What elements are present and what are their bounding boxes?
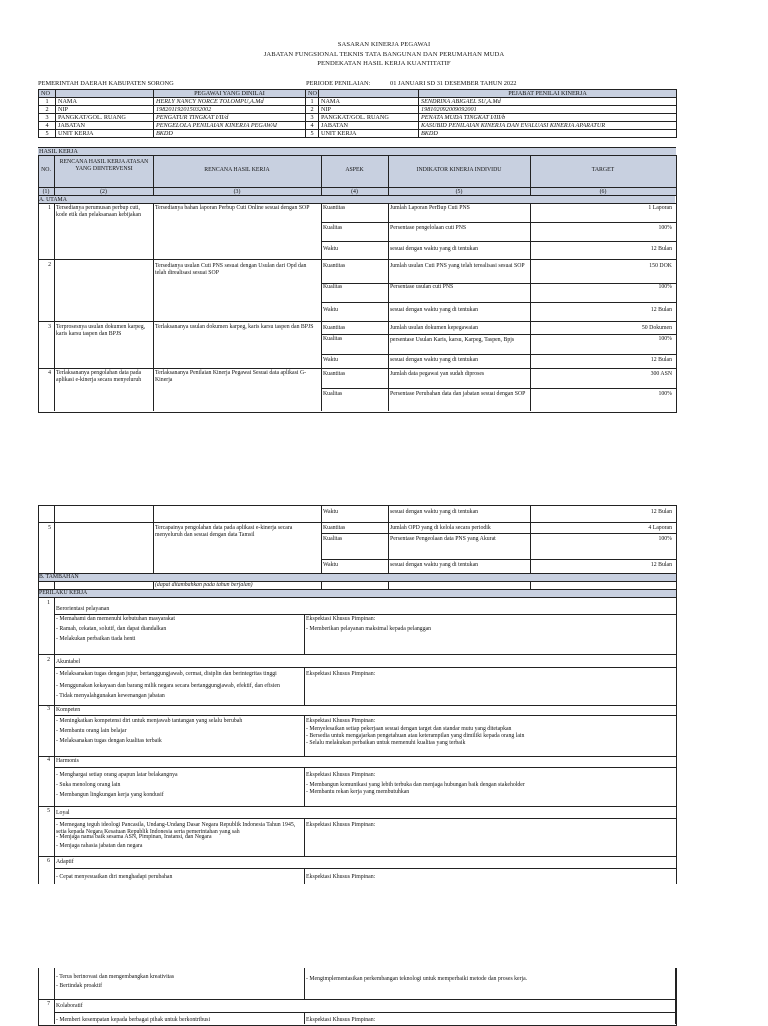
appraiser-rank: PENATA MUDA TINGKAT I/III/b — [419, 114, 677, 122]
behavior-title: Kolaboratif — [56, 1003, 83, 1009]
appraiser-position: KASUBID PENILAIAN KINERJA DAN EVALUASI KINERJA APARATUR — [419, 122, 677, 130]
identity-col-no-right: NO — [306, 90, 319, 98]
item-rhk: Tercapainya pengolahan data pada aplikasi e-kinerja secara menyeluruh dan sesuai dengan data Tamsil — [155, 525, 293, 538]
behavior-title: Berorientasi pelayanan — [56, 606, 110, 612]
employee-nip: 198201192015032002 — [154, 106, 306, 114]
period-label: PERIODE PENILAIAN: — [306, 80, 371, 87]
identity-col-no: NO — [39, 90, 56, 98]
employee-rank: PENGATUR TINGKAT I/II/d — [154, 114, 306, 122]
section-perilaku-kerja: PERILAKU KERJA — [39, 590, 88, 596]
appraiser-name: SENDRINA ABIGAEL SU,A.Md — [419, 98, 677, 106]
behavior-title: Akuntabel — [56, 659, 81, 665]
item-no: 3 — [48, 324, 51, 330]
item-rhk-atasan: Tersedianya perumusan perbup cuti, kode etik dan pelaksanaan kebijakan — [56, 205, 141, 218]
doc-subtitle: JABATAN FUNGSIONAL TEKNIS TATA BANGUNAN DAN PERUMAHAN MUDA — [263, 51, 505, 58]
item-no: 5 — [48, 525, 51, 531]
period-value: 01 JANUARI SD 31 DESEMBER TAHUN 2022 — [390, 80, 517, 87]
identity-row: 1 NAMA HERLY NANCY NORCE TOLOMPU,A.Md 1 NAMA SENDRINA ABIGAEL SU,A.Md — [39, 98, 677, 106]
identity-right-title: PEJABAT PENILAI KINERJA — [419, 90, 677, 98]
identity-row: 2 NIP 198201192015032002 2 NIP 198102092009092001 — [39, 106, 677, 114]
doc-approach: PENDEKATAN HASIL KERJA KUANTITATIF — [317, 60, 451, 67]
behavior-title: Kompeten — [56, 707, 81, 713]
col-aspek: ASPEK — [345, 167, 364, 173]
item-no: 4 — [48, 370, 51, 376]
item-no: 2 — [48, 262, 51, 268]
section-utama: A. UTAMA — [39, 197, 67, 203]
item-rhk: Terlaksananya Penilaian Kinerja Pegawai Sesuai data aplikasi G-Kinerja — [155, 370, 307, 383]
identity-left-title: PEGAWAI YANG DINILAI — [154, 90, 306, 98]
col-no: NO. — [41, 167, 51, 173]
item-rhk-atasan: Terlaksananya pengolahan data pada aplikasi e-kinerja secara menyeluruh — [56, 370, 142, 383]
identity-row: 3 PANGKAT/GOL. RUANG PENGATUR TINGKAT I/II/d 3 PANGKAT/GOL. RUANG PENATA MUDA TINGKAT I/III/b — [39, 114, 677, 122]
identity-header-row — [39, 90, 677, 98]
employee-name: HERLY NANCY NORCE TOLOMPU,A.Md — [154, 98, 306, 106]
identity-row: 4 JABATAN PENGELOLA PENILAIAN KINERJA PEGAWAI 4 JABATAN KASUBID PENILAIAN KINERJA DAN EVALUASI KINERJA APARATUR — [39, 122, 677, 130]
identity-table — [38, 89, 677, 138]
behavior-title: Harmonis — [56, 758, 79, 764]
tambahan-note: (dapat ditambahkan pada tahun berjalan) — [155, 582, 253, 588]
behavior-title: Loyal — [56, 810, 70, 816]
item-rhk: Tersedianya bahan laporan Perbup Cuti Online sesuai dengan SOP — [155, 205, 310, 211]
col-rhk: RENCANA HASIL KERJA — [204, 167, 270, 173]
org-name: PEMERINTAH DAERAH KABUPATEN SORONG — [38, 80, 174, 87]
item-no: 1 — [48, 205, 51, 211]
doc-title: SASARAN KINERJA PEGAWAI — [337, 41, 431, 48]
item-rhk: Tersedianya usulan Cuti PNS sesuai dengan Usulan dari Opd dan telah direalisasi sesuai SOP — [155, 263, 307, 276]
col-rhk-atasan: RENCANA HASIL KERJA ATASAN YANG DIINTERVENSI — [59, 159, 149, 172]
employee-unit: BKDD — [154, 130, 306, 138]
appraiser-unit: BKDD — [419, 130, 677, 138]
section-hasil-kerja: HASIL KERJA — [39, 148, 78, 155]
identity-row: 5 UNIT KERJA BKDD 5 UNIT KERJA BKDD — [39, 130, 677, 138]
col-iki: INDIKATOR KINERJA INDIVIDU — [416, 167, 502, 173]
item-rhk: Terlaksananya usulan dokumen karpeg, karis karsu taspen dan BPJS — [155, 324, 314, 330]
col-target: TARGET — [591, 167, 615, 173]
behavior-title: Adaptif — [56, 859, 74, 865]
section-tambahan: B. TAMBAHAN — [39, 574, 79, 580]
item-rhk-atasan: Terprosesnya usulan dokumen karpeg, karis karsu taspen dan BPJS — [56, 324, 146, 337]
appraiser-nip: 198102092009092001 — [419, 106, 677, 114]
employee-position: PENGELOLA PENILAIAN KINERJA PEGAWAI — [154, 122, 306, 130]
